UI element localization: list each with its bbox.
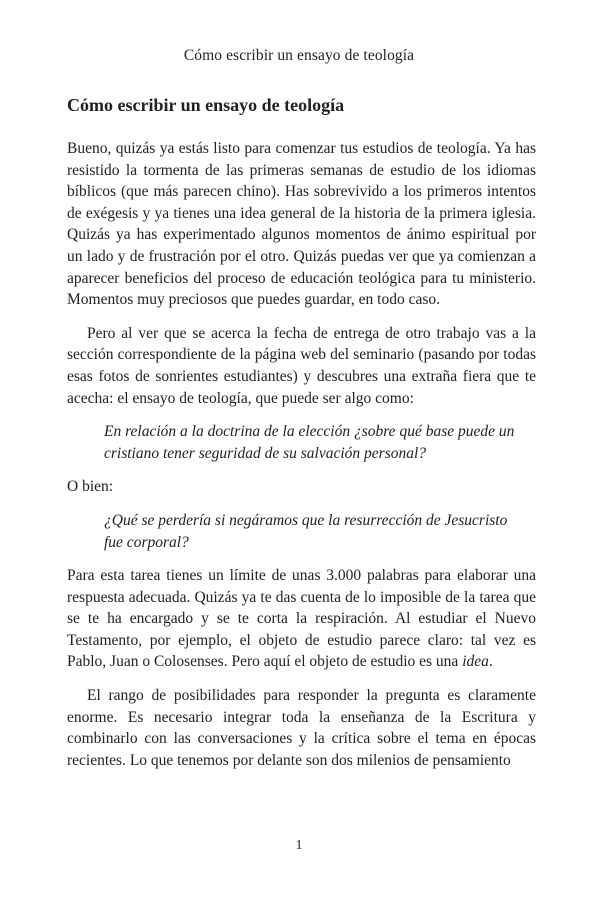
page-number: 1 bbox=[295, 838, 303, 853]
paragraph-word-limit-end: . bbox=[488, 653, 493, 671]
running-header: Cómo escribir un ensayo de teología bbox=[183, 47, 415, 64]
quote-resurrection: ¿Qué se perdería si negáramos que la resurrección de Jesucristo fue corporal? bbox=[104, 511, 508, 551]
paragraph-or: O bien: bbox=[67, 478, 114, 496]
paragraph-intro: Bueno, quizás ya estás listo para comenzar tus estudios de teología. Ya has resistido la tormenta de las primeras semanas de estudio de los idiomas bíblicos (que más parecen chino). Has sobrevivido a los primeros intentos de exégesis y ya tienes una idea general de la historia de la primera iglesia. Quizás ya has experimentado algunos momentos de ánimo espiritual por un lado y de frustración por el otro. Quizás puedas ver que ya comienzan a aparecer beneficios del proceso de educación teológica para tu ministerio. Momentos muy preciosos que puedes guardar, en todo caso. bbox=[67, 140, 536, 309]
paragraph-range: El rango de posibilidades para responder la pregunta es claramente enorme. Es necesario integrar toda la enseñanza de la Escritura y combinarlo con las conversaciones y la crítica sobre el tema en épocas recientes. Lo que tenemos por delante son dos milenios de pensamiento bbox=[67, 687, 536, 769]
paragraph-essay-deadline: Pero al ver que se acerca la fecha de entrega de otro trabajo vas a la sección correspondiente de la página web del seminario (pasando por todas esas fotos de sonrientes estudiantes) y descubres una extraña fiera que te acecha: el ensayo de teología, que puede ser algo como: bbox=[67, 324, 536, 407]
chapter-title: Cómo escribir un ensayo de teología bbox=[67, 95, 345, 115]
emphasis-idea: idea bbox=[462, 653, 489, 671]
paragraph-word-limit-text: Para esta tarea tienes un límite de unas 3.000 palabras para elaborar una respuesta adecuada. Quizás ya te das cuenta de lo imposible de la tarea que se te ha encargado y se te corta la respiración. Al estudiar el Nuevo Testamento, por ejemplo, el objeto de estudio parece claro: tal vez es Pablo, Juan o Colosenses. Pero aquí el objeto de estudio es una bbox=[67, 567, 536, 671]
paragraph-word-limit bbox=[67, 565, 536, 673]
quote-election: En relación a la doctrina de la elección ¿sobre qué base puede un cristiano tener seguridad de su salvación personal? bbox=[104, 423, 515, 462]
body-text bbox=[67, 138, 536, 771]
